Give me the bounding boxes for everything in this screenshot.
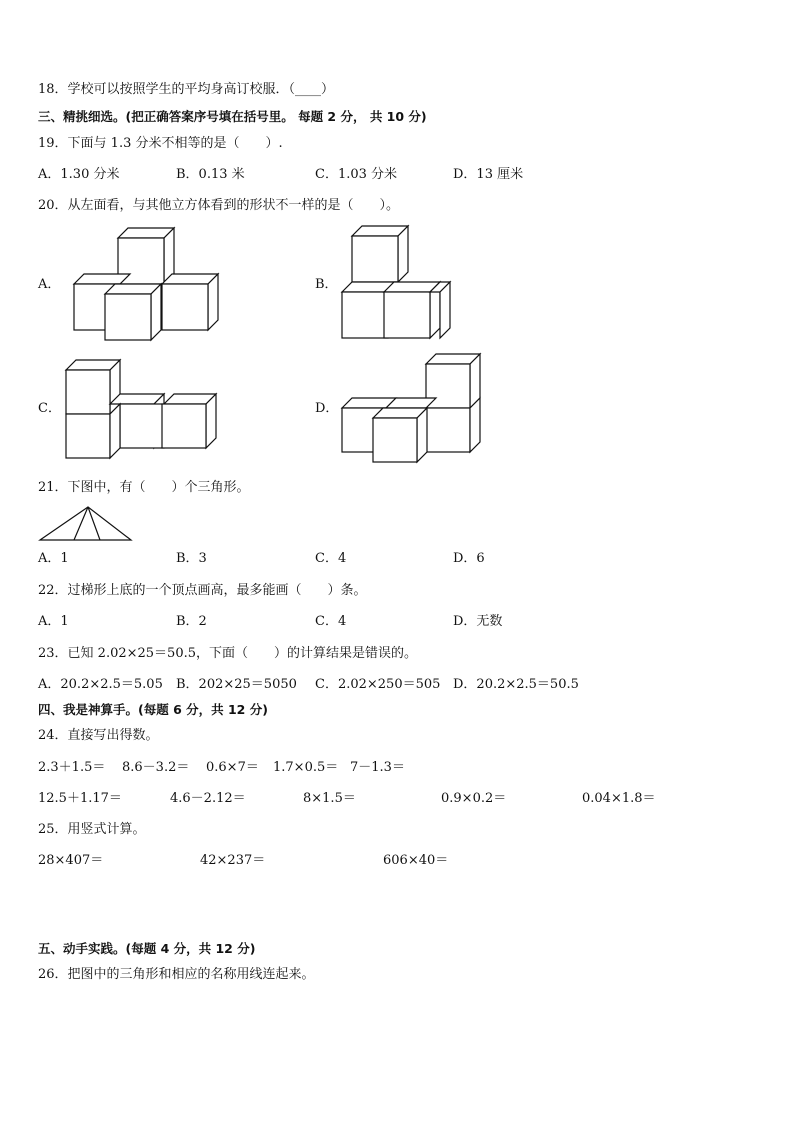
section-3-heading: 三、精挑细选。(把正确答案序号填在括号里。 每题 2 分， 共 10 分) (38, 109, 427, 124)
q19-option-b: B．0.13 米 (176, 167, 245, 182)
q24-row1-item: 2.3＋1.5＝ (38, 760, 106, 775)
q21-option-b: B．3 (176, 551, 207, 566)
q25-item: 28×407＝ (38, 853, 104, 868)
q20-figure-c-cubes (64, 358, 218, 460)
cube (162, 394, 216, 448)
question-24-stem: 24．直接写出得数。 (38, 728, 159, 743)
q20-label-a: A． (38, 277, 61, 292)
section-5-heading: 五、动手实践。(每题 4 分，共 12 分) (38, 941, 256, 956)
q20-figure-b-cubes (338, 224, 454, 342)
q21-option-c: C．4 (315, 551, 347, 566)
q20-label-b: B． (315, 277, 338, 292)
q24-row2-item: 12.5＋1.17＝ (38, 791, 122, 806)
q24-row1-item: 7－1.3＝ (350, 760, 405, 775)
q23-option-b: B．202×25＝5050 (176, 677, 297, 692)
q20-label-c: C． (38, 401, 61, 416)
q24-row2-item: 0.9×0.2＝ (441, 791, 507, 806)
q20-label-d: D． (315, 401, 339, 416)
question-23-stem: 23．已知 2.02×25＝50.5，下面（ ）的计算结果是错误的。 (38, 646, 417, 661)
question-20-stem: 20．从左面看，与其他立方体看到的形状不一样的是（ ）。 (38, 198, 400, 213)
section-4-heading: 四、我是神算手。(每题 6 分，共 12 分) (38, 702, 268, 717)
q24-row2-item: 8×1.5＝ (303, 791, 356, 806)
q25-item: 606×40＝ (383, 853, 449, 868)
q19-option-a: A．1.30 分米 (38, 167, 120, 182)
q22-option-c: C．4 (315, 614, 347, 629)
q21-triangle-figure (38, 504, 134, 542)
cube (66, 360, 120, 414)
q24-row2-item: 0.04×1.8＝ (582, 791, 656, 806)
q23-option-a: A．20.2×2.5＝5.05 (38, 677, 163, 692)
question-19-stem: 19．下面与 1.3 分米不相等的是（ ）. (38, 136, 283, 151)
q24-row1-item: 1.7×0.5＝ (273, 760, 339, 775)
q21-option-d: D．6 (453, 551, 485, 566)
q23-option-c: C．2.02×250＝505 (315, 677, 441, 692)
q22-option-b: B．2 (176, 614, 207, 629)
q20-figure-d-cubes (340, 352, 484, 466)
q22-option-d: D．无数 (453, 614, 503, 629)
q22-option-a: A．1 (38, 614, 69, 629)
cube (352, 226, 408, 282)
question-18: 18．学校可以按照学生的平均身高订校服．（____） (38, 82, 335, 97)
q21-option-a: A．1 (38, 551, 69, 566)
q19-option-d: D．13 厘米 (453, 167, 524, 182)
cube (162, 274, 218, 330)
question-21-stem: 21．下图中，有（ ）个三角形。 (38, 480, 250, 495)
q23-option-d: D．20.2×2.5＝50.5 (453, 677, 579, 692)
q24-row1-item: 8.6－3.2＝ (122, 760, 190, 775)
cube (105, 284, 161, 340)
q25-item: 42×237＝ (200, 853, 266, 868)
cube (373, 408, 427, 462)
q24-row2-item: 4.6－2.12＝ (170, 791, 246, 806)
question-26: 26．把图中的三角形和相应的名称用线连起来。 (38, 967, 315, 982)
q20-figure-a-cubes (70, 226, 220, 344)
question-25-stem: 25．用竖式计算。 (38, 822, 146, 837)
q19-option-c: C．1.03 分米 (315, 167, 398, 182)
q24-row1-item: 0.6×7＝ (206, 760, 259, 775)
question-22-stem: 22．过梯形上底的一个顶点画高，最多能画（ ）条。 (38, 583, 367, 598)
